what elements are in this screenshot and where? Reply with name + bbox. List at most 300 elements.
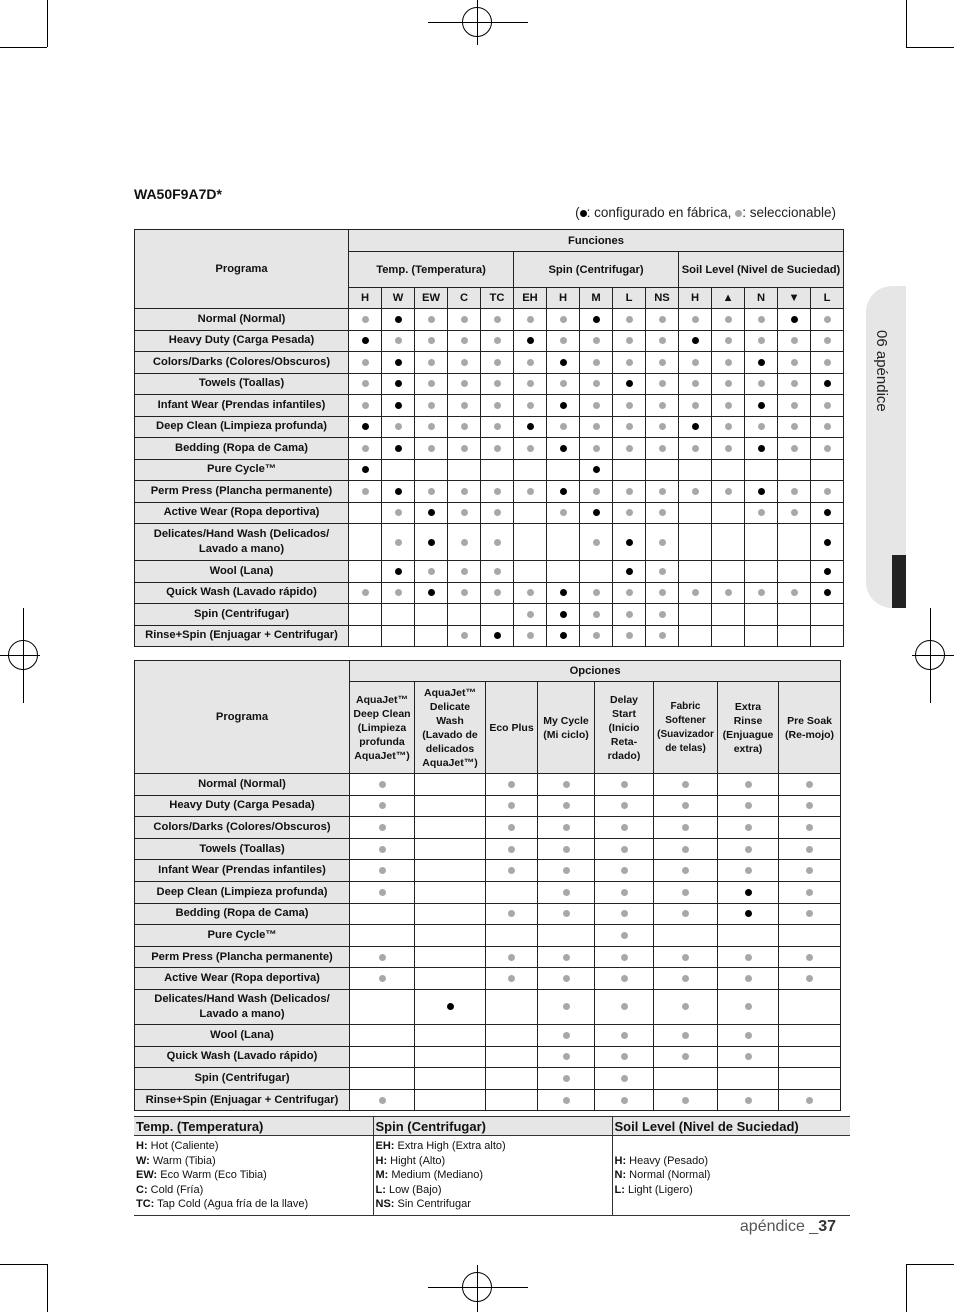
legend-entry (376, 1168, 610, 1183)
factory-dot-icon (791, 316, 798, 323)
factory-dot-icon (692, 423, 699, 430)
selectable-dot-icon (379, 781, 386, 788)
soil-group-header: Soil Level (Nivel de Suciedad) (679, 252, 844, 288)
selectable-dot-icon (626, 359, 633, 366)
option-cell (382, 438, 415, 460)
selectable-dot-icon (461, 632, 468, 639)
legend-entry (615, 1183, 849, 1198)
legend-key: H: (136, 1140, 148, 1153)
selectable-dot-icon (758, 509, 765, 516)
option-cell (486, 881, 538, 903)
option-cell (613, 582, 646, 604)
option-cell (718, 1068, 779, 1090)
selectable-dot-icon (428, 380, 435, 387)
factory-dot-icon (395, 359, 402, 366)
option-cell (415, 561, 448, 583)
option-cell (350, 968, 415, 990)
factory-dot-icon (560, 402, 567, 409)
option-cell (654, 1068, 718, 1090)
option-cell (349, 502, 382, 524)
selectable-dot-icon (508, 910, 515, 917)
option-cell (514, 481, 547, 503)
selectable-dot-icon (461, 445, 468, 452)
program-name: Rinse+Spin (Enjuagar + Centrifugar) (135, 625, 349, 647)
spin-legend-list (373, 1136, 612, 1216)
option-cell (718, 968, 779, 990)
column-header: C (448, 288, 481, 309)
selectable-dot-icon (682, 802, 689, 809)
funciones-header: Funciones (349, 230, 844, 252)
selectable-dot-icon (494, 509, 501, 516)
selectable-dot-icon (593, 423, 600, 430)
option-cell (382, 481, 415, 503)
option-cell (595, 817, 654, 839)
option-column-header: My Cycle (Mi ciclo) (538, 682, 595, 774)
option-cell (448, 373, 481, 395)
option-cell (580, 438, 613, 460)
option-cell (448, 502, 481, 524)
selectable-dot-icon (626, 402, 633, 409)
selectable-dot-icon (494, 316, 501, 323)
selectable-dot-icon (824, 337, 831, 344)
option-cell (486, 989, 538, 1024)
option-cell (514, 352, 547, 374)
option-cell (350, 838, 415, 860)
crop-mark (0, 47, 47, 48)
table-row (135, 395, 844, 417)
option-cell (382, 373, 415, 395)
option-cell (538, 881, 595, 903)
option-cell (415, 524, 448, 561)
chapter-tab-label: 06 apéndice (873, 330, 890, 412)
chapter-tab-marker (892, 555, 906, 608)
selectable-dot-icon (621, 910, 628, 917)
selectable-dot-icon (659, 589, 666, 596)
factory-dot-icon (745, 910, 752, 917)
legend-value: Extra High (Extra alto) (394, 1140, 506, 1153)
table-row (135, 309, 844, 331)
table-row (135, 903, 841, 925)
selectable-dot-icon (494, 359, 501, 366)
factory-dot-icon (560, 445, 567, 452)
option-cell (654, 838, 718, 860)
option-cell (745, 395, 778, 417)
option-cell (382, 604, 415, 626)
option-cell (382, 330, 415, 352)
option-cell (514, 502, 547, 524)
registration-mark (915, 640, 945, 670)
option-cell (718, 1046, 779, 1068)
option-cell (486, 795, 538, 817)
option-cell (415, 481, 448, 503)
option-cell (718, 838, 779, 860)
option-cell (745, 502, 778, 524)
functions-table (134, 229, 844, 647)
option-column-header: Delay Start (Inicio Reta- rdado) (595, 682, 654, 774)
factory-dot-icon (593, 466, 600, 473)
option-cell (349, 373, 382, 395)
table-row (135, 373, 844, 395)
option-cell (646, 330, 679, 352)
option-cell (349, 561, 382, 583)
option-cell (580, 459, 613, 481)
program-name: Pure Cycle™ (135, 925, 350, 947)
option-cell (538, 860, 595, 882)
option-cell (547, 330, 580, 352)
chapter-tab-label-wrap (860, 330, 900, 450)
option-cell (448, 352, 481, 374)
option-cell (595, 925, 654, 947)
selectable-dot-icon (692, 359, 699, 366)
temp-legend-title: Temp. (Temperatura) (134, 1117, 373, 1136)
option-cell (547, 395, 580, 417)
program-name: Deep Clean (Limpieza profunda) (135, 416, 349, 438)
option-cell (778, 561, 811, 583)
option-cell (415, 968, 486, 990)
option-cell (481, 604, 514, 626)
option-cell (580, 625, 613, 647)
option-cell (778, 330, 811, 352)
option-cell (613, 373, 646, 395)
option-cell (547, 309, 580, 331)
selectable-dot-icon (560, 316, 567, 323)
selectable-dot-icon (621, 954, 628, 961)
selectable-dot-icon (461, 423, 468, 430)
selectable-dot-icon (362, 445, 369, 452)
selectable-dot-icon (626, 423, 633, 430)
factory-dot-icon (758, 402, 765, 409)
selectable-dot-icon (659, 632, 666, 639)
option-cell (718, 946, 779, 968)
option-cell (778, 352, 811, 374)
selectable-dot-icon (379, 889, 386, 896)
option-cell (349, 309, 382, 331)
table-row (135, 481, 844, 503)
selectable-dot-icon (621, 1053, 628, 1060)
selectable-dot-icon (659, 611, 666, 618)
selectable-dot-icon (692, 488, 699, 495)
option-cell (350, 860, 415, 882)
table-row (135, 925, 841, 947)
option-cell (712, 625, 745, 647)
selectable-dot-icon (593, 589, 600, 596)
option-cell (654, 1089, 718, 1111)
option-cell (415, 903, 486, 925)
option-cell (448, 309, 481, 331)
selectable-dot-icon (563, 975, 570, 982)
legend-selectable: : seleccionable) (742, 205, 836, 220)
program-name: Bedding (Ropa de Cama) (135, 438, 349, 460)
option-cell (779, 1024, 841, 1046)
selectable-dot-icon (527, 488, 534, 495)
program-name: Quick Wash (Lavado rápido) (135, 1046, 350, 1068)
option-cell (514, 309, 547, 331)
selectable-dot-icon (461, 359, 468, 366)
selectable-dot-icon (621, 824, 628, 831)
option-cell (382, 416, 415, 438)
option-cell (679, 352, 712, 374)
factory-dot-icon (527, 337, 534, 344)
option-cell (811, 330, 844, 352)
selectable-dot-icon (508, 975, 515, 982)
factory-dot-icon (395, 488, 402, 495)
option-cell (712, 330, 745, 352)
selectable-dot-icon (563, 802, 570, 809)
option-cell (415, 582, 448, 604)
option-cell (778, 309, 811, 331)
option-cell (811, 373, 844, 395)
option-cell (613, 604, 646, 626)
selectable-dot-icon (626, 316, 633, 323)
factory-dot-icon (692, 337, 699, 344)
option-cell (349, 582, 382, 604)
factory-dot-icon (626, 568, 633, 575)
selectable-dot-icon (745, 846, 752, 853)
option-column-header: Fabric Softener (Suavizador de telas) (654, 682, 718, 774)
option-cell (580, 416, 613, 438)
factory-dot-icon (758, 488, 765, 495)
option-cell (538, 774, 595, 796)
selectable-dot-icon (563, 910, 570, 917)
selectable-dot-icon (560, 509, 567, 516)
page-footer (740, 1218, 836, 1236)
factory-dot-icon (593, 316, 600, 323)
page-number: 37 (818, 1218, 836, 1235)
option-cell (613, 561, 646, 583)
selectable-dot-icon (563, 1032, 570, 1039)
table-row (135, 502, 844, 524)
option-cell (811, 524, 844, 561)
option-cell (382, 502, 415, 524)
option-cell (654, 860, 718, 882)
selectable-dot-icon (791, 488, 798, 495)
option-cell (718, 989, 779, 1024)
option-cell (811, 625, 844, 647)
option-cell (350, 817, 415, 839)
selectable-dot-icon (745, 954, 752, 961)
selectable-dot-icon (806, 824, 813, 831)
option-cell (595, 1068, 654, 1090)
factory-dot-icon (362, 423, 369, 430)
option-cell (415, 881, 486, 903)
column-header: N (745, 288, 778, 309)
selectable-dot-icon (428, 337, 435, 344)
selectable-dot-icon (560, 423, 567, 430)
opciones-header: Opciones (350, 661, 841, 682)
legend-value: Tap Cold (Agua fría de la llave) (154, 1198, 309, 1211)
legend-key: C: (136, 1183, 148, 1196)
option-cell (654, 903, 718, 925)
selectable-dot-icon (824, 488, 831, 495)
factory-dot-icon (428, 589, 435, 596)
program-name: Perm Press (Plancha permanente) (135, 946, 350, 968)
option-cell (679, 481, 712, 503)
factory-dot-icon (626, 380, 633, 387)
selectable-dot-icon (563, 846, 570, 853)
option-cell (595, 795, 654, 817)
selectable-dot-icon (494, 337, 501, 344)
option-cell (382, 352, 415, 374)
selectable-dot-icon (626, 445, 633, 452)
program-name: Infant Wear (Prendas infantiles) (135, 860, 350, 882)
table-row (135, 416, 844, 438)
option-cell (778, 416, 811, 438)
option-cell (415, 330, 448, 352)
option-cell (580, 395, 613, 417)
selectable-dot-icon (362, 380, 369, 387)
table-row (135, 946, 841, 968)
option-cell (718, 881, 779, 903)
crop-mark (0, 1264, 47, 1265)
option-cell (811, 502, 844, 524)
option-cell (448, 524, 481, 561)
factory-dot-icon (428, 509, 435, 516)
option-cell (448, 395, 481, 417)
option-cell (745, 459, 778, 481)
option-cell (595, 774, 654, 796)
selectable-dot-icon (725, 402, 732, 409)
option-cell (712, 416, 745, 438)
selectable-dot-icon (593, 611, 600, 618)
option-cell (538, 989, 595, 1024)
option-cell (654, 817, 718, 839)
selectable-dot-icon (659, 509, 666, 516)
selectable-dot-icon (791, 337, 798, 344)
selectable-dot-icon (659, 568, 666, 575)
option-cell (679, 395, 712, 417)
program-name: Active Wear (Ropa deportiva) (135, 502, 349, 524)
legend-entry (136, 1168, 371, 1183)
selectable-dot-icon (725, 589, 732, 596)
legend-open: ( (575, 205, 580, 220)
selectable-dot-icon (824, 359, 831, 366)
selectable-dot-icon (428, 359, 435, 366)
option-cell (481, 459, 514, 481)
programa-header: Programa (135, 230, 349, 309)
selectable-dot-icon (461, 337, 468, 344)
selectable-dot-icon (563, 954, 570, 961)
option-cell (538, 1068, 595, 1090)
table-row (135, 561, 844, 583)
selectable-dot-icon (563, 1003, 570, 1010)
option-cell (779, 881, 841, 903)
selectable-dot-icon (758, 423, 765, 430)
option-cell (654, 1024, 718, 1046)
selectable-dot-icon (494, 488, 501, 495)
selectable-dot-icon (379, 802, 386, 809)
option-cell (481, 373, 514, 395)
option-cell (481, 481, 514, 503)
option-cell (486, 1024, 538, 1046)
option-cell (349, 625, 382, 647)
option-cell (448, 330, 481, 352)
option-cell (547, 438, 580, 460)
option-cell (580, 582, 613, 604)
program-name: Wool (Lana) (135, 561, 349, 583)
selectable-dot-icon (494, 445, 501, 452)
option-cell (595, 1046, 654, 1068)
option-cell (486, 838, 538, 860)
selectable-dot-icon (758, 589, 765, 596)
factory-dot-icon (593, 509, 600, 516)
selectable-dot-icon (824, 402, 831, 409)
option-cell (679, 625, 712, 647)
selectable-dot-icon (527, 611, 534, 618)
column-header: L (613, 288, 646, 309)
option-cell (745, 330, 778, 352)
option-cell (580, 524, 613, 561)
selectable-dot-icon (508, 954, 515, 961)
option-cell (481, 416, 514, 438)
option-cell (415, 438, 448, 460)
legend-value: Hot (Caliente) (147, 1140, 219, 1153)
selectable-dot-icon (563, 1097, 570, 1104)
option-cell (349, 416, 382, 438)
factory-dot-icon (362, 337, 369, 344)
option-cell (350, 946, 415, 968)
table-row (135, 625, 844, 647)
option-cell (811, 481, 844, 503)
option-cell (646, 582, 679, 604)
column-header: L (811, 288, 844, 309)
selectable-dot-icon (626, 611, 633, 618)
option-cell (448, 481, 481, 503)
selectable-dot-icon (682, 1032, 689, 1039)
selectable-dot-icon (461, 589, 468, 596)
option-cell (486, 968, 538, 990)
option-cell (718, 795, 779, 817)
selectable-dot-icon (527, 316, 534, 323)
legend-entry (615, 1168, 849, 1183)
option-cell (481, 438, 514, 460)
option-cell (745, 373, 778, 395)
option-cell (654, 946, 718, 968)
option-cell (646, 459, 679, 481)
column-header: TC (481, 288, 514, 309)
programa-header: Programa (135, 661, 350, 774)
soil-legend-list (612, 1136, 850, 1216)
selectable-dot-icon (791, 509, 798, 516)
legend-key: TC: (136, 1198, 155, 1211)
selectable-dot-icon (791, 589, 798, 596)
dot-legend (575, 205, 836, 220)
factory-dot-icon (395, 445, 402, 452)
selectable-dot-icon (758, 337, 765, 344)
option-cell (538, 946, 595, 968)
legend-key: W: (136, 1154, 150, 1167)
column-header: NS (646, 288, 679, 309)
option-cell (481, 502, 514, 524)
selectable-dot-icon (494, 589, 501, 596)
option-cell (350, 1046, 415, 1068)
table-row (135, 352, 844, 374)
option-cell (679, 330, 712, 352)
option-cell (415, 1089, 486, 1111)
table-row (135, 860, 841, 882)
selectable-dot-icon (560, 337, 567, 344)
option-cell (481, 582, 514, 604)
option-cell (349, 395, 382, 417)
option-cell (712, 604, 745, 626)
selectable-dot-icon (494, 380, 501, 387)
selectable-dot-icon (508, 802, 515, 809)
legend-entry (136, 1183, 371, 1198)
selectable-dot-icon (428, 402, 435, 409)
program-name: Spin (Centrifugar) (135, 604, 349, 626)
option-cell (646, 373, 679, 395)
selectable-dot-icon (824, 316, 831, 323)
selectable-dot-icon (682, 781, 689, 788)
